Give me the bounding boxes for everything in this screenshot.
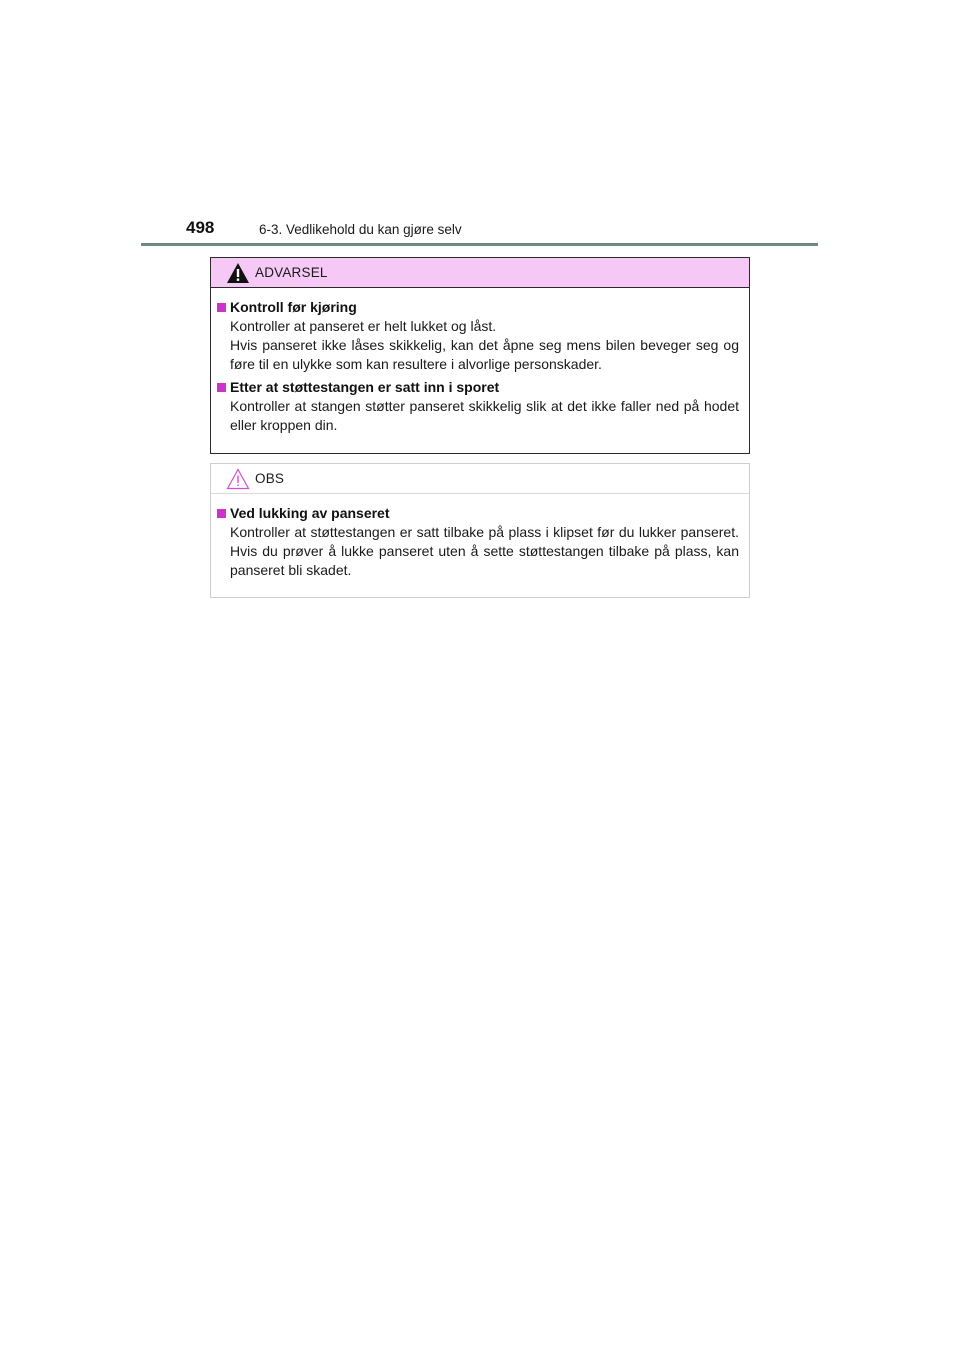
- paragraph: Hvis panseret ikke låses skikkelig, kan det åpne seg mens bilen beveger seg og føre til en ulykke som kan resultere i alvorlige personskader.: [230, 337, 739, 372]
- item-text: [230, 397, 739, 435]
- warning-box-header: [211, 258, 749, 288]
- bullet-square-icon: [217, 509, 226, 518]
- caution-box-body: [211, 494, 749, 580]
- bullet-square-icon: [217, 383, 226, 392]
- item-text: [230, 317, 739, 374]
- section-title: 6-3. Vedlikehold du kan gjøre selv: [259, 222, 462, 237]
- item-title: [217, 298, 739, 317]
- caution-triangle-outline-icon: [226, 468, 250, 490]
- bullet-square-icon: [217, 303, 226, 312]
- caution-item-lukking: [217, 504, 739, 580]
- item-title: [217, 378, 739, 397]
- item-title-text: Ved lukking av panseret: [230, 505, 390, 521]
- paragraph: Kontroller at stangen støtter panseret skikkelig slik at det ikke faller ned på hodet eller kroppen din.: [230, 398, 739, 433]
- page-header: [141, 214, 818, 246]
- warning-box: [210, 257, 750, 454]
- warning-item-kontroll: [217, 298, 739, 374]
- caution-box: [210, 463, 750, 598]
- header-rule: [141, 243, 818, 246]
- page-number: 498: [186, 218, 215, 237]
- item-text: [230, 523, 739, 580]
- warning-box-body: [211, 288, 749, 435]
- item-title-text: Kontroll før kjøring: [230, 299, 357, 315]
- warning-label: ADVARSEL: [255, 265, 328, 280]
- item-title-text: Etter at støttestangen er satt inn i sporet: [230, 379, 500, 395]
- paragraph: Kontroller at panseret er helt lukket og låst.: [230, 318, 497, 334]
- caution-label: OBS: [255, 471, 285, 486]
- warning-triangle-filled-icon: [226, 262, 250, 284]
- paragraph: Kontroller at støttestangen er satt tilbake på plass i klipset før du lukker panseret. Hvis du prøver å lukke panseret uten å sette støttestangen tilbake på plass, kan panseret bli skadet.: [230, 524, 739, 578]
- warning-item-stottestang: [217, 378, 739, 435]
- caution-box-header: [211, 464, 749, 494]
- item-title: [217, 504, 739, 523]
